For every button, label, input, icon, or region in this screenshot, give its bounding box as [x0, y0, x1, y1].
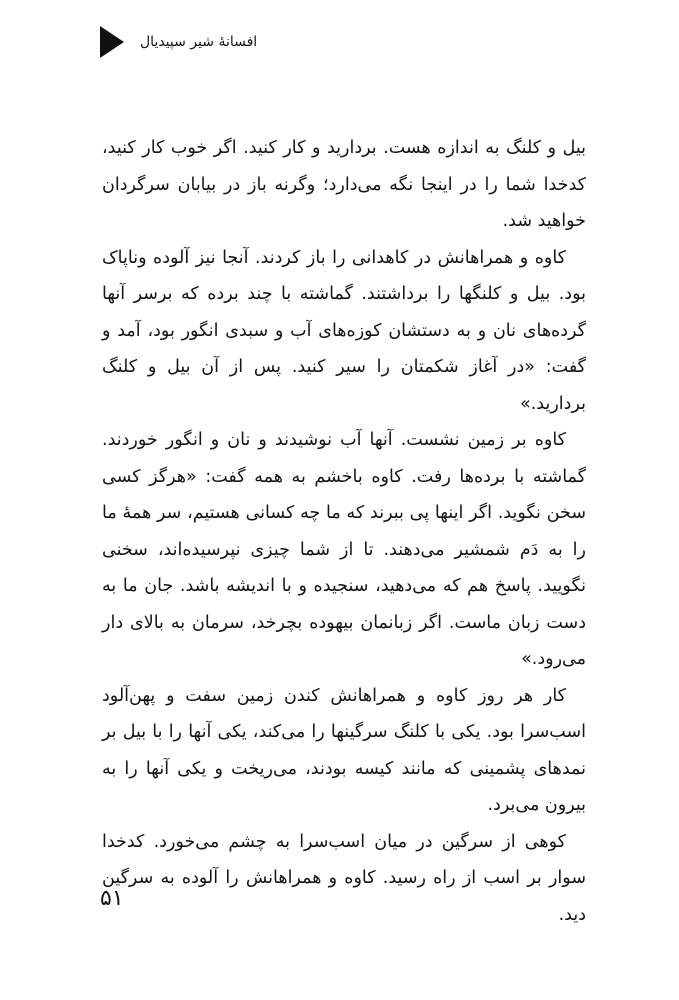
- page-number: ۵۱: [100, 886, 124, 911]
- paragraph-1: بیل و کلنگ به اندازه هست. بردارید و کار کنید. اگر خوب کار کنید، کدخدا شما را در اینجا نگه می‌دارد؛ وگرنه باز در بیابان سرگردان خواهید شد.: [102, 138, 586, 231]
- paragraph-3: کاوه بر زمین نشست. آنها آب نوشیدند و نان و انگور خوردند. گماشته با برده‌ها رفت. کاوه باخشم به همه گفت: «هرگز کسی سخن نگوید. اگر اینها پی ببرند که ما چه کسانی هستیم، سر همهٔ ما را به دَم شمشیر می‌دهند. تا از شما چیزی نپرسیده‌اند، سخنی نگویید. پاسخ هم که می‌دهید، سنجیده و با اندیشه باشد. جان ما به دست زبان ماست. اگر زبانمان بیهوده بچرخد، سرمان به بالای دار می‌رود.»: [102, 430, 586, 669]
- page-body: [102, 130, 586, 933]
- paragraph-4: کار هر روز کاوه و همراهانش کندن زمین سفت و پهن‌آلود اسب‌سرا بود. یکی با کلنگ سرگینها را می‌کند، یکی آنها را با بیل بر نمدهای پشمینی که مانند کیسه بودند، می‌ریخت و یکی آنها را به بیرون می‌برد.: [102, 685, 586, 815]
- paragraph-2: کاوه و همراهانش در کاهدانی را باز کردند. آنجا نیز آلوده وناپاک بود. بیل و کلنگها را برداشتند. گماشته با چند برده که برسر آنها گرده‌های نان و به دستشان کوزه‌های آب و سبدی انگور بود، آمد و گفت: «در آغاز شکمتان را سیر کنید. پس از آن بیل و کلنگ بردارید.»: [102, 247, 586, 414]
- header-triangle-icon: [100, 26, 124, 58]
- paragraph-5: کوهی از سرگین در میان اسب‌سرا به چشم می‌خورد. کدخدا سوار بر اسب از راه رسید. کاوه و همراهانش را آلوده به سرگین دید.: [102, 831, 586, 925]
- book-title: افسانهٔ شیر سپیدیال: [140, 34, 258, 50]
- running-header: [100, 26, 260, 60]
